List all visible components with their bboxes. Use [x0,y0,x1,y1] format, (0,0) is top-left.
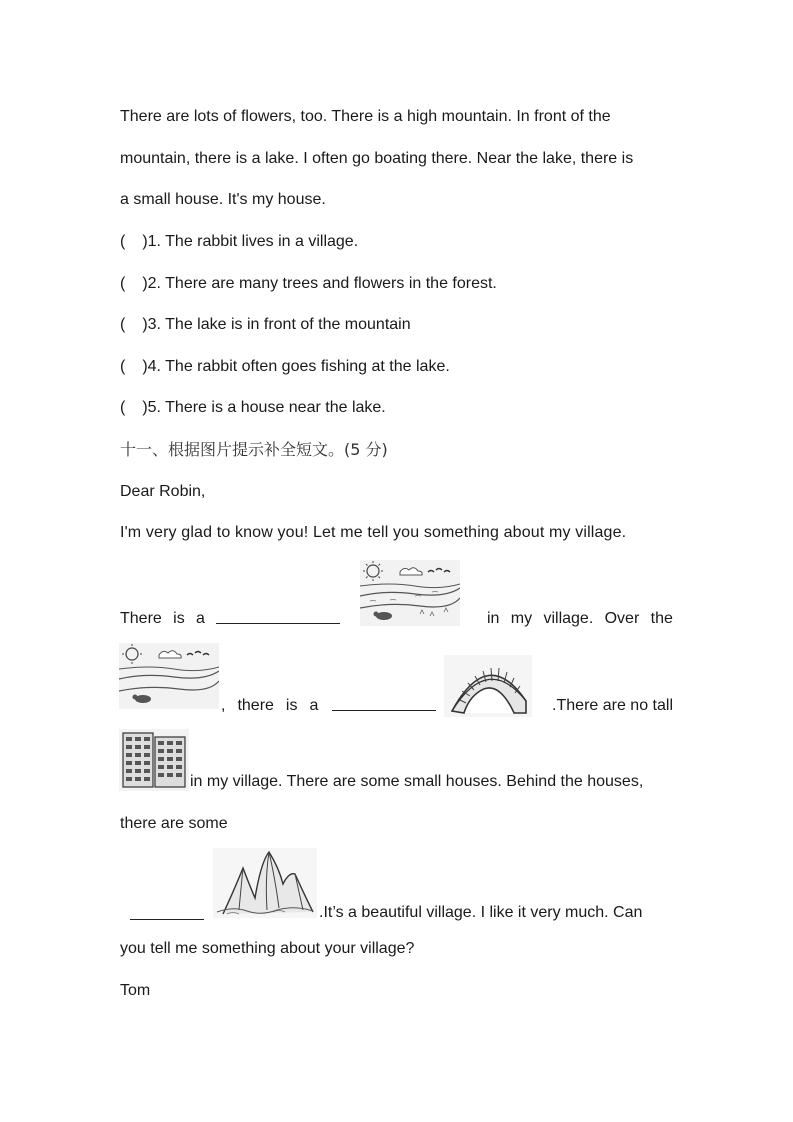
answer-bracket-open[interactable]: ( [120,358,126,375]
letter-line-3 [190,772,673,792]
answer-bracket-close: ) [142,275,148,292]
question-5 [120,398,386,418]
answer-blank-2[interactable] [332,696,436,711]
reading-line-2: mountain, there is a lake. I often go boating there. Near the lake, there is [120,150,634,167]
question-4 [120,357,450,377]
answer-blank-3[interactable] [130,905,204,920]
answer-bracket-close: ) [142,399,148,416]
question-text: 5. There is a house near the lake. [147,399,386,416]
question-1 [120,232,358,252]
word: a [196,610,205,627]
letter-intro [120,523,673,543]
word: my [510,610,533,627]
letter-line-3-text: in my village. There are some small houses. Behind the houses, [190,773,644,790]
answer-bracket-open[interactable]: ( [120,399,126,416]
letter-line-5-text: .It’s a beautiful village. I like it very much. Can [319,904,643,921]
word: , [221,697,226,714]
word: in [486,610,500,627]
word: Over [604,610,640,627]
letter-line-5 [319,903,673,923]
question-text: 4. The rabbit often goes fishing at the lake. [147,358,450,375]
answer-bracket-close: ) [142,358,148,375]
question-2 [120,274,497,294]
word: is [173,610,185,627]
answer-bracket-open[interactable]: ( [120,233,126,250]
letter-salutation: Dear Robin, [120,483,206,500]
letter-intro-text: I'm very glad to know you! Let me tell you something about my village. [120,524,627,541]
word: is [285,697,298,714]
bridge-picture-icon [444,655,532,717]
reading-line-1: There are lots of flowers, too. There is a high mountain. In front of the [120,108,611,125]
word: There [120,610,162,627]
word: .There are no tall [552,697,673,714]
question-3 [120,315,411,335]
letter-line-6: you tell me something about your village? [120,940,415,957]
letter-signature: Tom [120,982,151,999]
answer-bracket-open[interactable]: ( [120,316,126,333]
question-text: 1. The rabbit lives in a village. [147,233,359,250]
river-picture-icon [360,560,460,626]
word: a [309,697,319,714]
answer-bracket-close: ) [142,316,148,333]
tall-buildings-picture-icon [119,729,189,791]
reading-line-3: a small house. It's my house. [120,191,326,208]
question-text: 3. The lake is in front of the mountain [147,316,411,333]
word: there [237,697,274,714]
mountains-picture-icon [213,848,317,918]
question-text: 2. There are many trees and flowers in the forest. [147,275,497,292]
river-picture-icon [119,642,219,710]
word: the [650,610,673,627]
section-title: 十一、根据图片提示补全短文。(5 分) [120,440,388,459]
letter-line-4: there are some [120,815,228,832]
answer-blank-1[interactable] [216,609,340,624]
answer-bracket-open[interactable]: ( [120,275,126,292]
answer-bracket-close: ) [142,233,148,250]
word: village. [543,610,594,627]
